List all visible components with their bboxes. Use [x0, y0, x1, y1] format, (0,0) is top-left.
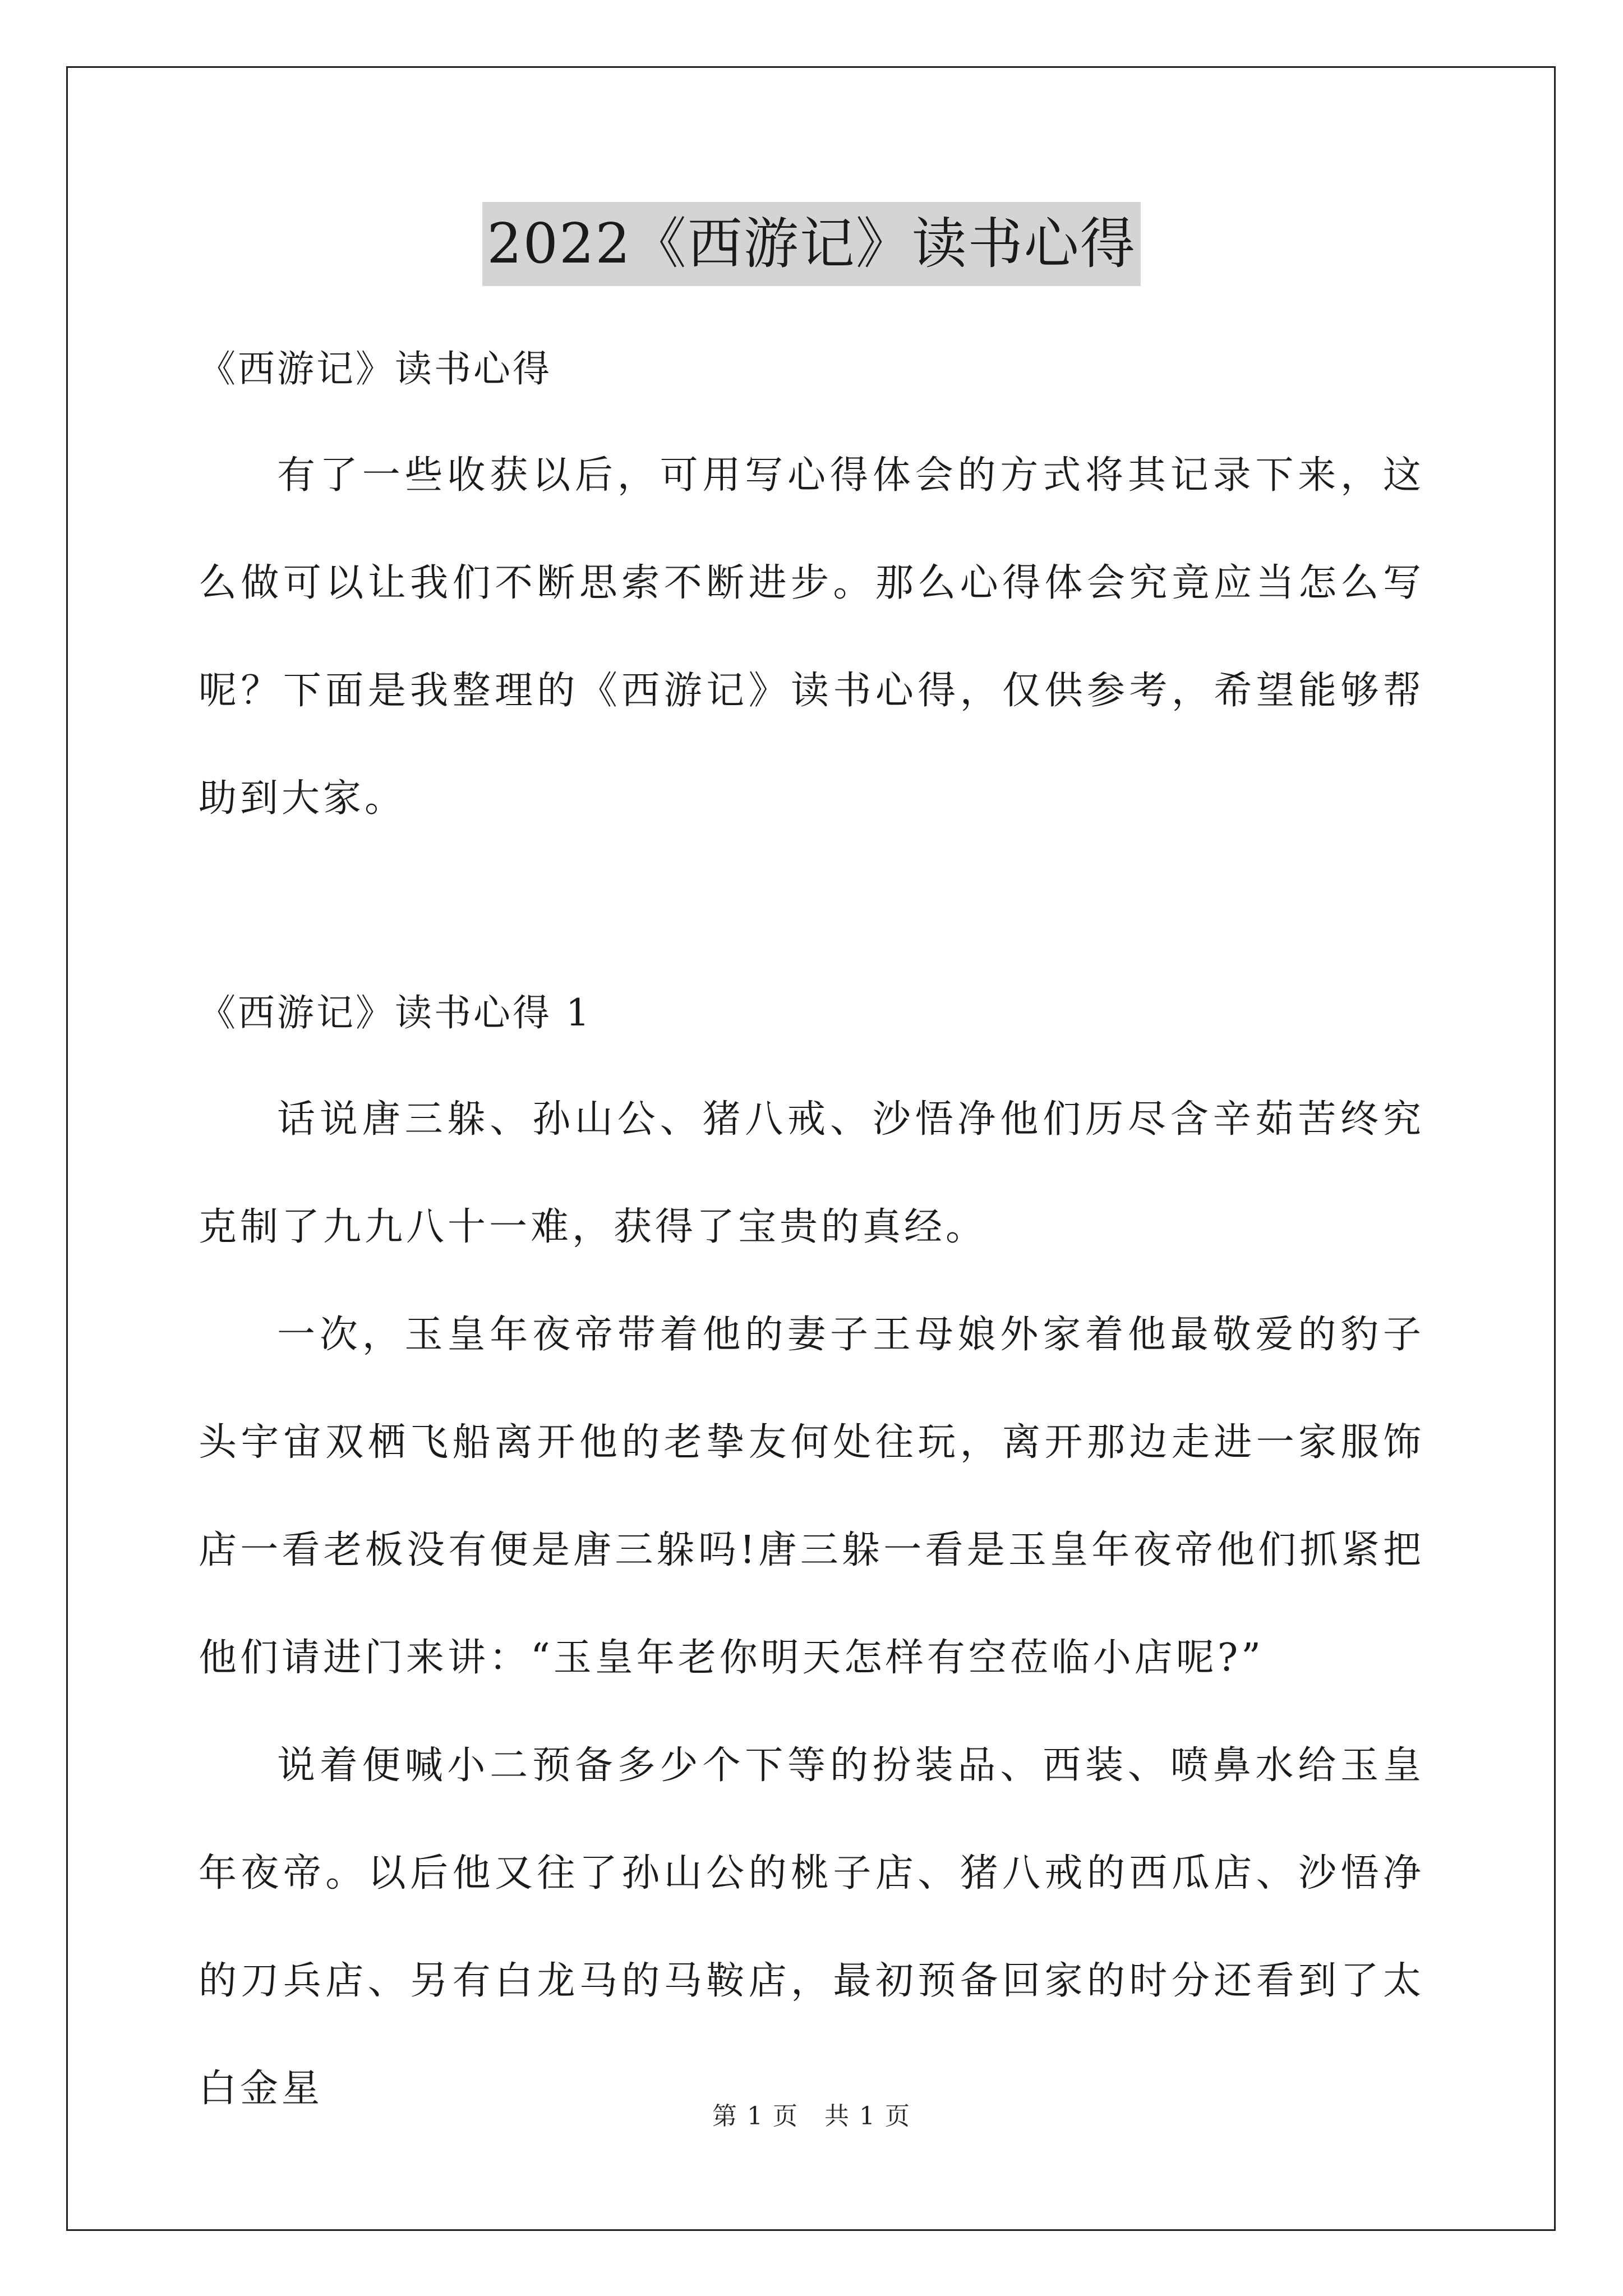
document-title: [199, 202, 1424, 286]
intro-paragraph: 有了一些收获以后，可用写心得体会的方式将其记录下来，这么做可以让我们不断思索不断进步。那么心得体会究竟应当怎么写呢？下面是我整理的《西游记》读书心得，仅供参考，希望能够帮助到大家。: [199, 453, 1424, 821]
body-paragraph: 一次，玉皇年夜帝带着他的妻子王母娘外家着他最敬爱的豹子头宇宙双栖飞船离开他的老挚友何处往玩，离开那边走进一家服饰店一看老板没有便是唐三躲吗!唐三躲一看是玉皇年夜帝他们抓紧把他们请进门来讲：“玉皇年老你明天怎样有空莅临小店呢?”: [199, 1313, 1424, 1680]
page-footer: 第 1 页 共 1 页: [712, 2102, 911, 2131]
body-paragraph: 说着便喊小二预备多少个下等的扮装品、西装、喷鼻水给玉皇年夜帝。以后他又往了孙山公的桃子店、猪八戒的西瓜店、沙悟净的刀兵店、另有白龙马的马鞍店，最初预备回家的时分还看到了太白金星: [199, 1743, 1424, 2111]
section-heading: 《西游记》读书心得 1: [199, 991, 592, 1034]
document-title-text: 2022《西游记》读书心得: [482, 202, 1140, 286]
body-paragraph: 话说唐三躲、孙山公、猪八戒、沙悟净他们历尽含辛茹苦终究克制了九九八十一难，获得了宝贵的真经。: [199, 1097, 1424, 1249]
document-subtitle: 《西游记》读书心得: [199, 347, 552, 390]
